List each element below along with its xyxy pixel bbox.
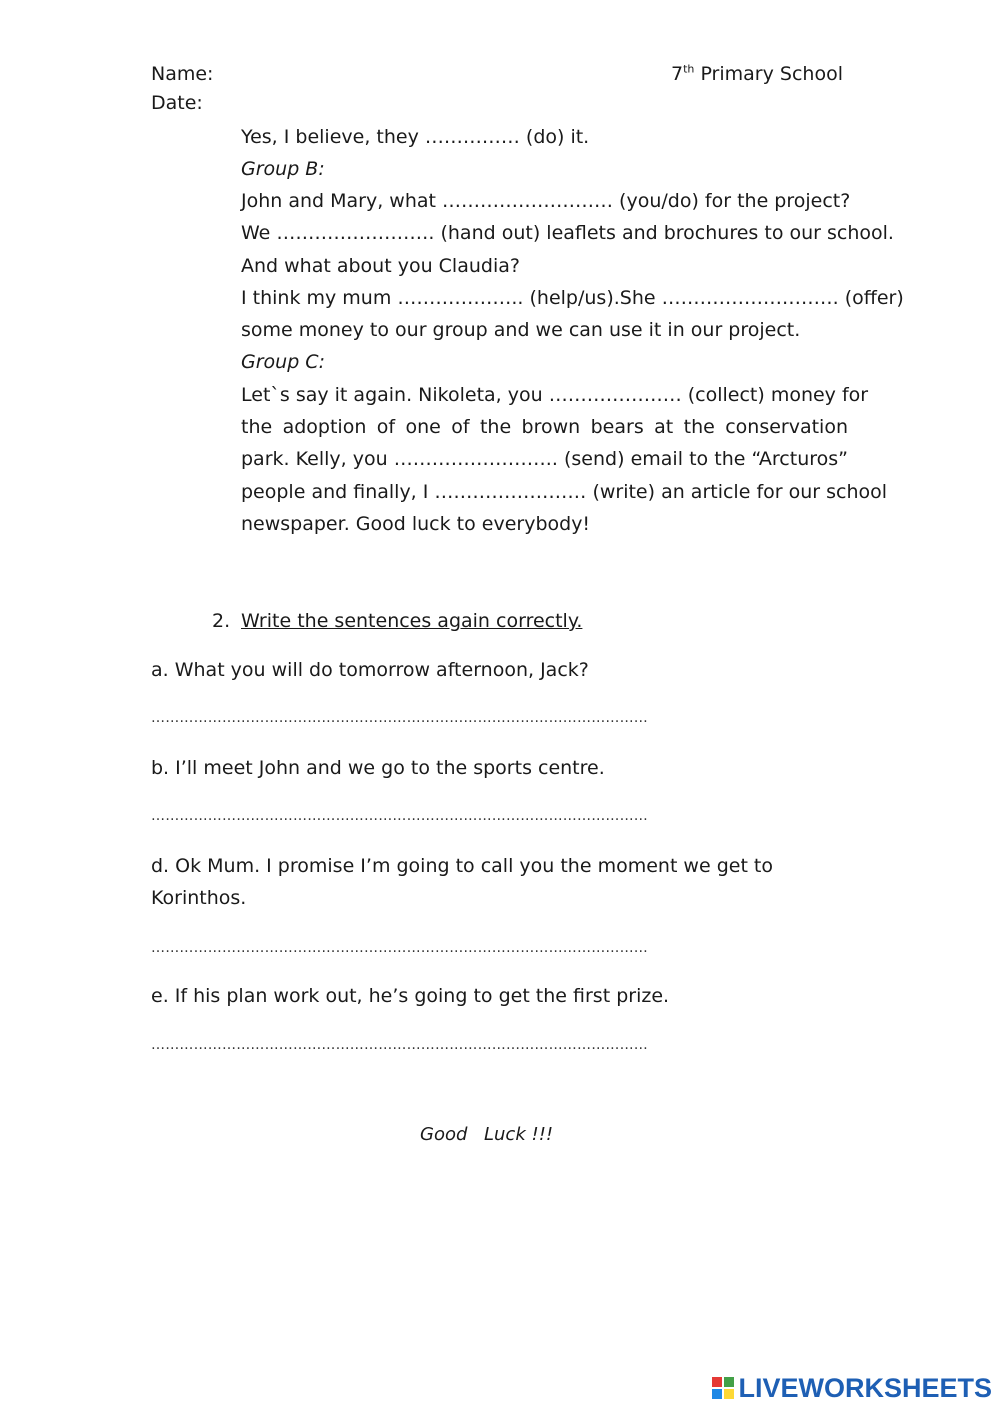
ex1-line2: John and Mary, what ……………………… (you/do) for the project? [241,190,851,212]
ex2-item-b: b. I’ll meet John and we go to the sports centre. [151,757,605,779]
ex2-number: 2. [212,610,231,632]
ex2-item-d-cont: Korinthos. [151,887,247,909]
group-c-heading: Group C: [241,351,325,373]
logo-square-4 [724,1389,734,1399]
school-suffix: th [683,62,695,76]
ex1-line1: Yes, I believe, they …………… (do) it. [241,126,590,148]
ex1-line6: some money to our group and we can use it in our project. [241,319,801,341]
ex2-item-e: e. If his plan work out, he’s going to get the first prize. [151,985,670,1007]
group-b-heading: Group B: [241,158,325,180]
liveworksheets-logo-icon [712,1377,734,1399]
logo-square-1 [712,1377,722,1387]
school-text: Primary School [700,63,843,85]
ex1-line9: park. Kelly, you …………………….. (send) email to the “Arcturos” [241,448,848,470]
liveworksheets-brand [712,1373,992,1403]
ex1-line8: the adoption of one of the brown bears at the conservation [241,416,848,438]
ex1-line3: We ……………………. (hand out) leaflets and brochures to our school. [241,222,894,244]
footer-good: Good [420,1124,468,1145]
ex1-line5: I think my mum ……………….. (help/us).She ………………………. (offer) [241,287,904,309]
date-label: Date: [151,92,203,114]
ex1-line10: people and finally, I …………………… (write) an article for our school [241,481,888,503]
logo-square-3 [712,1389,722,1399]
ex1-line4: And what about you Claudia? [241,255,520,277]
footer-luck: Luck !!! [484,1124,554,1145]
ex1-line7: Let`s say it again. Nikoleta, you ………………… (collect) money for [241,384,869,406]
ex2-answer-a[interactable]: …………………………………………………………………………………………… [151,710,648,726]
ex2-answer-e[interactable]: …………………………………………………………………………………………… [151,1037,648,1053]
school-name [671,58,843,90]
name-label: Name: [151,63,214,85]
ex2-title: Write the sentences again correctly. [241,610,583,632]
ex2-answer-b[interactable]: …………………………………………………………………………………………… [151,808,648,824]
ex2-answer-d[interactable]: …………………………………………………………………………………………… [151,940,648,956]
school-number: 7 [671,63,684,85]
ex2-item-d: d. Ok Mum. I promise I’m going to call you the moment we get to [151,855,774,877]
brand-text: LIVEWORKSHEETS [738,1372,992,1403]
ex2-item-a: a. What you will do tomorrow afternoon, Jack? [151,659,589,681]
ex1-line11: newspaper. Good luck to everybody! [241,513,591,535]
logo-square-2 [724,1377,734,1387]
